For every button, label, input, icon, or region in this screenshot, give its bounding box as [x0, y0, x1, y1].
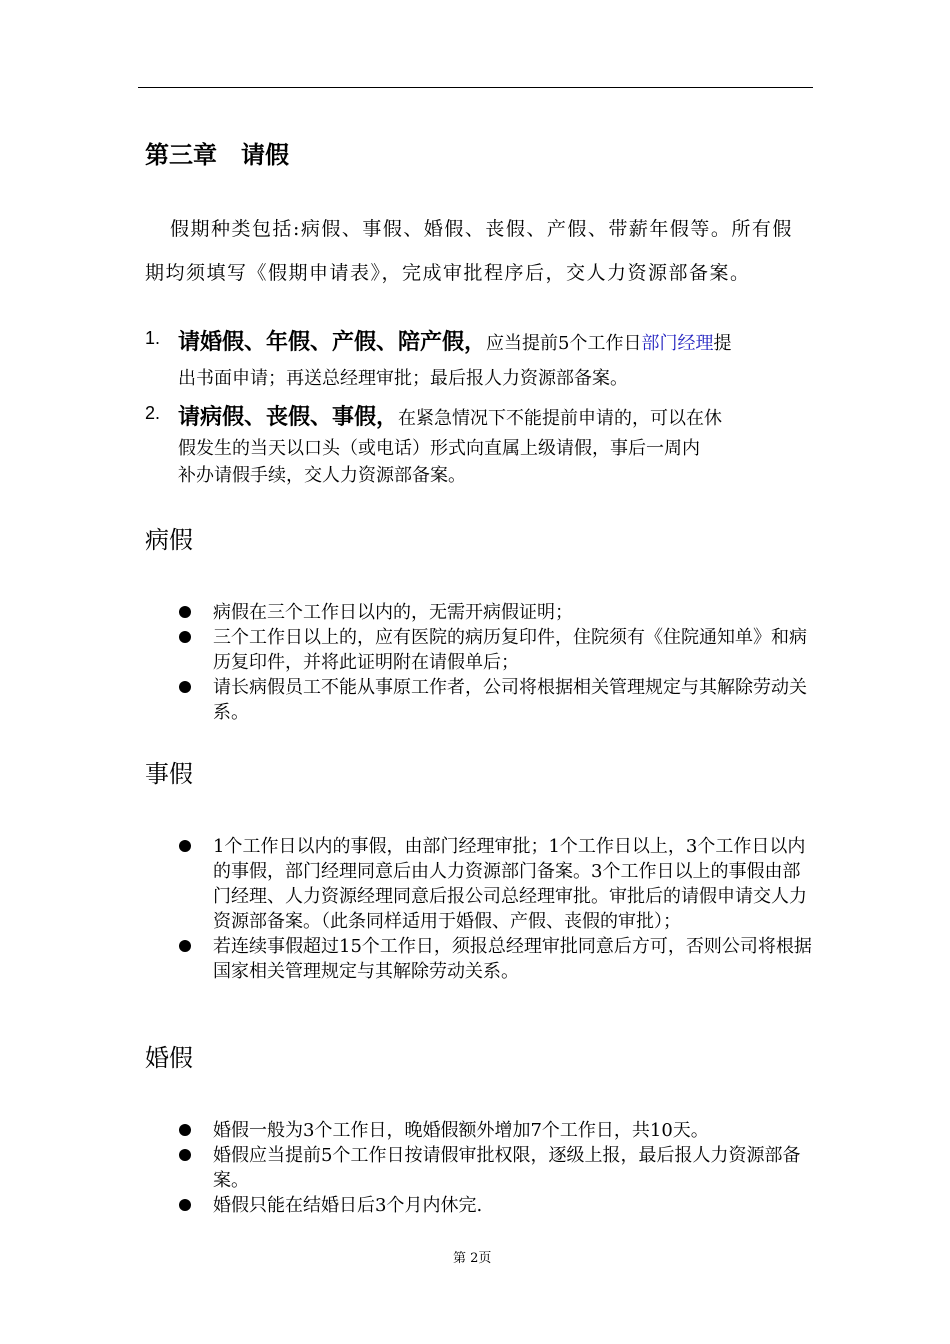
bullet-icon — [179, 606, 191, 618]
list-item-text: 请长病假员工不能从事原工作者，公司将根据相关管理规定与其解除劳动关系。 — [213, 677, 807, 723]
item-continuation: 补办请假手续，交人力资源部备案。 — [178, 465, 466, 486]
list-item-text: 婚假一般为3个工作日，晚婚假额外增加7个工作日，共10天。 — [213, 1120, 709, 1141]
numbered-item-2 — [145, 400, 815, 491]
bullet-icon — [179, 681, 191, 693]
list-item — [178, 600, 818, 625]
item-text-tail: 提 — [713, 333, 732, 354]
numbered-item-1 — [145, 325, 815, 396]
item-text: 应当提前5个工作日 — [486, 333, 642, 354]
section-heading-personal-leave: 事假 — [145, 760, 193, 788]
list-item-text: 若连续事假超过15个工作日，须报总经理审批同意后方可，否则公司将根据国家相关管理规定与其解除劳动关系。 — [213, 936, 812, 982]
item-body — [178, 400, 815, 437]
list-item — [178, 834, 818, 934]
list-item — [178, 1118, 818, 1143]
item-continuation: 出书面申请；再送总经理审批；最后报人力资源部备案。 — [178, 368, 628, 389]
list-item — [178, 1193, 818, 1218]
item-number: 1. — [145, 328, 161, 348]
list-item — [178, 1143, 818, 1193]
item-continuation: 假发生的当天以口头（或电话）形式向直属上级请假，事后一周内 — [178, 438, 700, 459]
bullet-icon — [179, 1124, 191, 1136]
list-item-text: 婚假只能在结婚日后3个月内休完. — [213, 1195, 483, 1216]
bullet-icon — [179, 631, 191, 643]
intro-line-2: 期均须填写《假期申请表》，完成审批程序后，交人力资源部备案。 — [145, 262, 751, 284]
sick-leave-list — [178, 600, 818, 725]
section-heading-sick-leave: 病假 — [145, 526, 193, 554]
list-item — [178, 625, 818, 675]
list-item-text: 婚假应当提前5个工作日按请假审批权限，逐级上报，最后报人力资源部备案。 — [213, 1145, 801, 1191]
bullet-icon — [179, 940, 191, 952]
section-heading-marriage-leave: 婚假 — [145, 1044, 193, 1072]
item-number: 2. — [145, 403, 161, 423]
item-body — [178, 325, 815, 362]
department-manager-link[interactable]: 部门经理 — [641, 333, 714, 354]
bullet-icon — [179, 1199, 191, 1211]
bullet-icon — [179, 1149, 191, 1161]
list-item-text: 1个工作日以内的事假，由部门经理审批；1个工作日以上，3个工作日以内的事假，部门经理同意后由人力资源部门备案。3个工作日以上的事假由部门经理、人力资源经理同意后报公司总经理审批。审批后的请假申请交人力资源部备案。（此条同样适用于婚假、产假、丧假的审批）； — [213, 836, 807, 932]
personal-leave-list — [178, 834, 818, 984]
chapter-title: 第三章 请假 — [145, 141, 289, 169]
list-item — [178, 675, 818, 725]
page-number: 第 2页 — [453, 1251, 492, 1266]
intro-line-1: 假期种类包括:病假、事假、婚假、丧假、产假、带薪年假等。所有假 — [170, 218, 793, 240]
item-text: 在紧急情况下不能提前申请的，可以在休 — [398, 408, 723, 429]
item-lead: 请病假、丧假、事假， — [178, 405, 399, 430]
marriage-leave-list — [178, 1118, 818, 1218]
list-item-text: 三个工作日以上的，应有医院的病历复印件，住院须有《住院通知单》和病历复印件，并将此证明附在请假单后； — [213, 627, 807, 673]
bullet-icon — [179, 840, 191, 852]
item-lead: 请婚假、年假、产假、陪产假， — [178, 330, 487, 355]
header-rule — [138, 87, 813, 88]
list-item-text: 病假在三个工作日以内的，无需开病假证明； — [213, 602, 573, 623]
list-item — [178, 934, 818, 984]
